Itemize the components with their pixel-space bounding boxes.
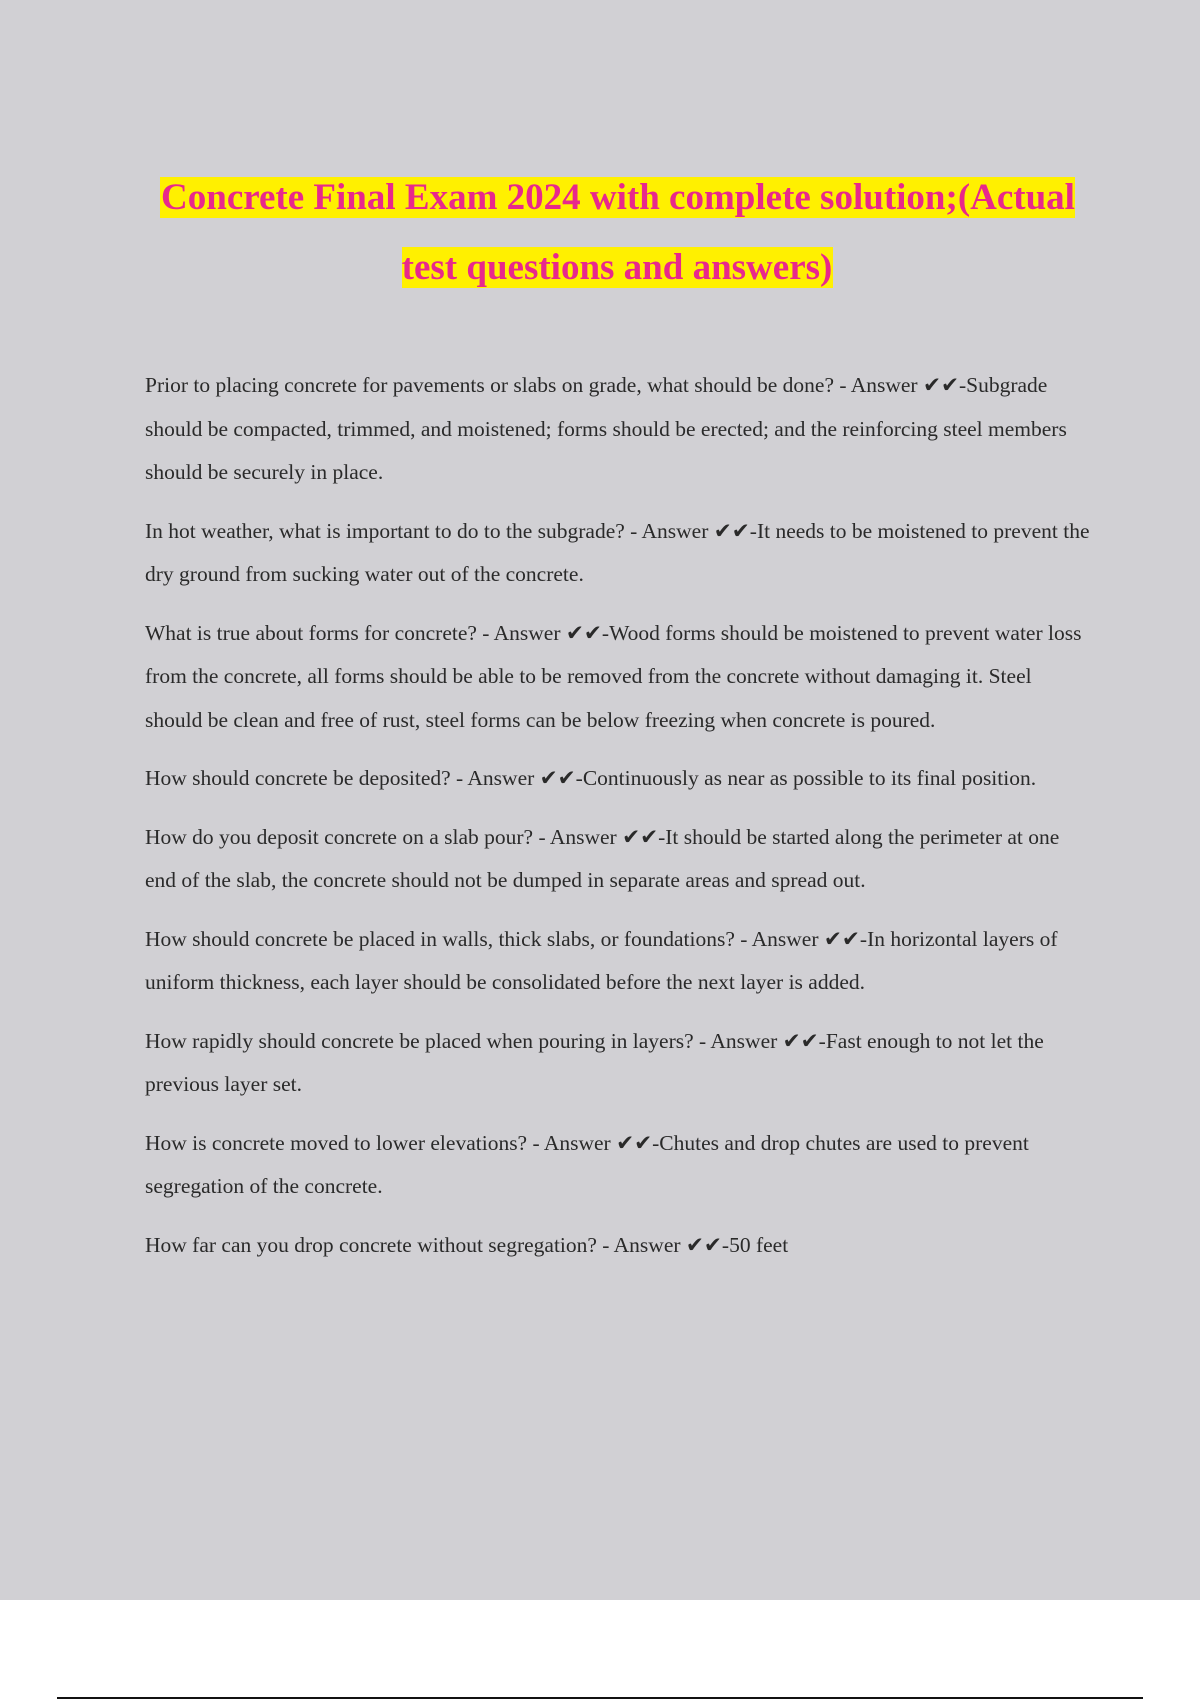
qa-item: How do you deposit concrete on a slab pour? - Answer ✔✔-It should be started along the perimeter at one end of the slab, the concrete should not be dumped in separate areas and spread out. — [145, 824, 1060, 892]
qa-list — [145, 364, 1090, 1282]
footer-divider — [57, 1697, 1143, 1699]
qa-item: How should concrete be placed in walls, thick slabs, or foundations? - Answer ✔✔-In horizontal layers of uniform thickness, each layer should be consolidated before the next layer is added. — [145, 926, 1058, 994]
document-title — [145, 163, 1090, 303]
qa-item: What is true about forms for concrete? - Answer ✔✔-Wood forms should be moistened to prevent water loss from the concrete, all forms should be able to be removed from the concrete without damaging it. Steel should be clean and free of rust, steel forms can be below freezing when concrete is poured. — [145, 620, 1082, 732]
qa-item: Prior to placing concrete for pavements or slabs on grade, what should be done? - Answer ✔✔-Subgrade should be compacted, trimmed, and moistened; forms should be erected; and the reinforcing steel members should be securely in place. — [145, 373, 1067, 484]
document-title-text: Concrete Final Exam 2024 with complete solution;(Actual test questions and answers) — [161, 177, 1075, 288]
qa-item: How rapidly should concrete be placed when pouring in layers? - Answer ✔✔-Fast enough to not let the previous layer set. — [145, 1028, 1044, 1096]
qa-item: How far can you drop concrete without segregation? - Answer ✔✔-50 feet — [145, 1232, 789, 1257]
qa-item: How should concrete be deposited? - Answer ✔✔-Continuously as near as possible to its final position. — [145, 766, 1037, 790]
qa-item: In hot weather, what is important to do to the subgrade? - Answer ✔✔-It needs to be moistened to prevent the dry ground from sucking water out of the concrete. — [145, 518, 1090, 586]
qa-item: How is concrete moved to lower elevations? - Answer ✔✔-Chutes and drop chutes are used to prevent segregation of the concrete. — [145, 1130, 1029, 1198]
